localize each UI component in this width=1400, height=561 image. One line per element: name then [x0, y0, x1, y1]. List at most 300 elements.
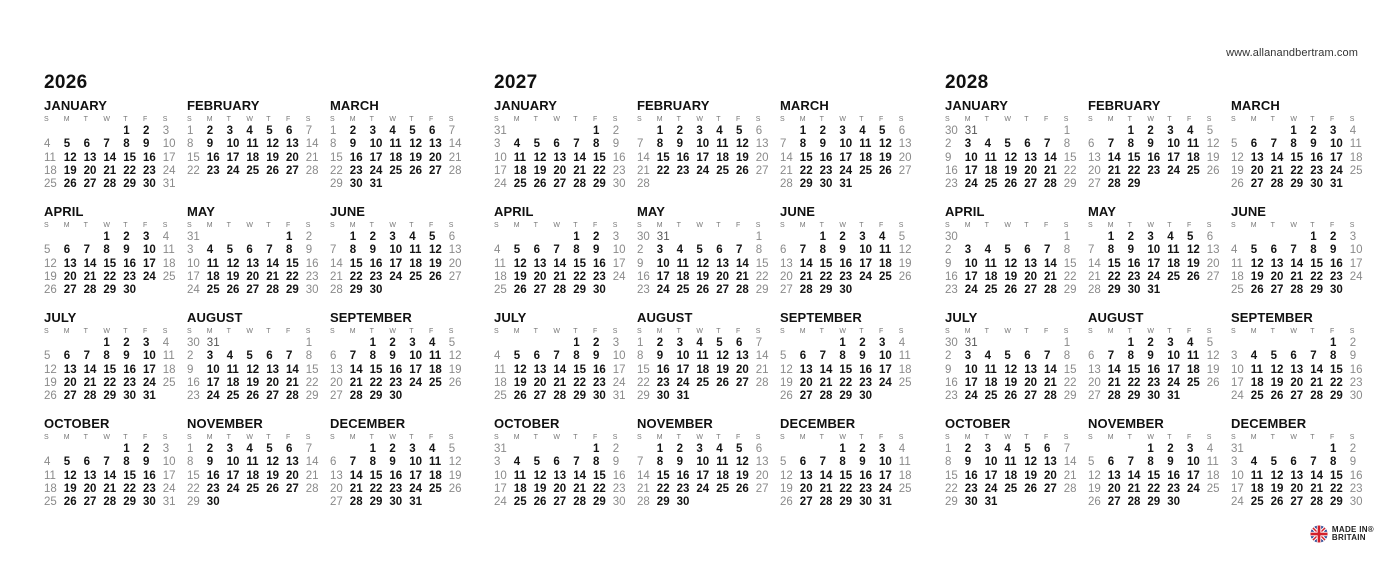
day-cell: 28 — [1088, 284, 1101, 297]
day-cell: 8 — [839, 456, 846, 469]
day-cell: 12 — [1206, 350, 1220, 363]
day-cell: 27 — [755, 164, 769, 177]
day-cell — [286, 337, 306, 350]
day-cell: 25 — [206, 284, 220, 297]
week-row — [44, 483, 187, 496]
day-cell: 17 — [964, 376, 978, 389]
month-july — [945, 310, 1088, 416]
day-cell: 12 — [44, 257, 57, 270]
day-cell: 31 — [1147, 284, 1161, 297]
weekday-header: T — [266, 434, 271, 441]
day-cell: 25 — [984, 178, 998, 191]
day-cell: 24 — [1167, 164, 1180, 177]
day-cell — [756, 390, 776, 403]
week-row — [637, 483, 780, 496]
day-cell: 31 — [142, 390, 156, 403]
week-row — [330, 152, 473, 165]
day-cell: 15 — [330, 151, 343, 164]
day-cell: 25 — [1231, 284, 1244, 297]
weekday-header: M — [799, 222, 806, 229]
day-cell: 29 — [637, 390, 650, 403]
day-cell — [494, 337, 514, 350]
day-cell: 15 — [349, 257, 363, 270]
week-row — [44, 443, 187, 456]
weekday-header-row — [945, 220, 1088, 231]
day-cell: 4 — [898, 337, 906, 349]
day-cell: 23 — [859, 482, 872, 495]
weekday-header: T — [859, 434, 864, 441]
day-cell: 14 — [637, 469, 650, 482]
day-cell: 26 — [716, 376, 729, 389]
day-cell: 13 — [898, 138, 912, 151]
day-cell: 16 — [612, 469, 626, 482]
weekday-header: F — [878, 116, 884, 123]
day-cell: 16 — [945, 376, 958, 389]
day-cell — [1044, 496, 1064, 509]
day-cell: 21 — [553, 270, 567, 283]
day-cell: 2 — [945, 244, 952, 257]
weekday-header: F — [1186, 116, 1192, 123]
day-cell: 29 — [592, 496, 606, 509]
day-cell: 15 — [103, 363, 117, 376]
week-row — [494, 244, 637, 257]
day-cell: 13 — [1024, 151, 1037, 164]
day-cell: 27 — [755, 482, 769, 495]
week-row — [1088, 271, 1231, 284]
month-name: FEBRUARY — [187, 98, 260, 113]
day-cell: 7 — [780, 138, 787, 151]
made-in-britain-badge — [1310, 525, 1374, 543]
day-cell: 22 — [1063, 270, 1077, 283]
weekday-header: F — [428, 116, 434, 123]
day-cell: 8 — [187, 456, 194, 469]
week-row — [1088, 284, 1231, 297]
month-june — [1231, 204, 1374, 310]
day-cell: 5 — [735, 125, 743, 137]
week-row — [187, 125, 330, 138]
day-cell: 2 — [1147, 125, 1154, 137]
day-cell: 20 — [799, 376, 813, 389]
day-cell: 16 — [1349, 469, 1363, 482]
day-cell: 23 — [676, 482, 690, 495]
weekday-header-row — [330, 114, 473, 125]
day-cell: 18 — [162, 257, 176, 270]
day-cell — [780, 125, 800, 138]
day-cell: 3 — [142, 337, 150, 349]
weekday-header: T — [1270, 222, 1275, 229]
week-row — [1088, 443, 1231, 456]
day-cell — [1271, 443, 1291, 456]
month-name: JUNE — [1231, 204, 1267, 219]
month-april — [494, 204, 637, 310]
day-cell: 13 — [780, 257, 793, 270]
weekday-header: T — [1270, 116, 1275, 123]
weekday-header: F — [285, 328, 291, 335]
day-cell: 10 — [1231, 363, 1244, 376]
day-cell: 15 — [592, 469, 606, 482]
day-cell — [163, 284, 183, 297]
day-cell: 31 — [612, 390, 626, 403]
day-cell: 29 — [369, 390, 383, 403]
week-row — [1231, 271, 1374, 284]
weekday-header: W — [839, 328, 846, 335]
day-cell: 2 — [612, 443, 620, 455]
day-cell: 20 — [1107, 482, 1121, 495]
day-cell: 9 — [369, 244, 376, 257]
day-cell — [1251, 337, 1271, 350]
day-cell: 1 — [819, 231, 826, 243]
day-cell: 4 — [1004, 443, 1011, 455]
day-cell: 22 — [1147, 482, 1161, 495]
day-cell: 21 — [1063, 469, 1077, 482]
day-cell — [859, 284, 879, 297]
week-row — [44, 337, 187, 350]
day-cell: 12 — [1004, 363, 1018, 376]
day-cell: 26 — [1270, 496, 1284, 509]
month-name: DECEMBER — [330, 416, 406, 431]
month-july — [44, 310, 187, 416]
day-cell: 24 — [494, 178, 507, 191]
day-cell: 20 — [1043, 469, 1057, 482]
day-cell — [409, 178, 429, 191]
weekday-header: T — [676, 434, 681, 441]
week-row — [780, 271, 923, 284]
day-cell — [84, 337, 104, 350]
day-cell: 26 — [266, 482, 279, 495]
weekday-header: S — [945, 434, 950, 441]
day-cell: 27 — [1290, 390, 1304, 403]
weekday-header: T — [369, 222, 374, 229]
weekday-header: M — [63, 328, 70, 335]
day-cell: 24 — [142, 376, 156, 389]
day-cell: 14 — [780, 151, 793, 164]
day-cell: 15 — [945, 469, 958, 482]
day-cell: 28 — [819, 496, 833, 509]
day-cell: 31 — [839, 178, 853, 191]
day-cell: 20 — [898, 151, 912, 164]
week-row — [1088, 258, 1231, 271]
day-cell: 15 — [1290, 151, 1304, 164]
month-august — [1088, 310, 1231, 416]
day-cell: 24 — [878, 482, 892, 495]
weekday-header: F — [1329, 116, 1335, 123]
weekday-header: T — [1024, 328, 1029, 335]
day-cell: 30 — [369, 284, 383, 297]
day-cell: 25 — [676, 284, 690, 297]
day-cell: 20 — [63, 376, 77, 389]
day-cell — [696, 231, 716, 244]
day-cell: 23 — [1147, 164, 1161, 177]
week-row — [494, 337, 637, 350]
day-cell: 16 — [142, 469, 156, 482]
day-cell: 7 — [819, 456, 826, 469]
day-cell: 5 — [533, 456, 540, 469]
day-cell: 1 — [1127, 125, 1134, 137]
day-cell: 4 — [1206, 443, 1214, 455]
day-cell — [389, 178, 409, 191]
week-row — [637, 125, 780, 138]
day-cell: 29 — [1147, 496, 1161, 509]
day-cell: 2 — [676, 125, 683, 137]
day-cell: 6 — [735, 337, 743, 349]
day-cell — [800, 337, 820, 350]
day-cell: 17 — [612, 363, 626, 376]
weekday-header: S — [755, 116, 761, 123]
weekday-header: S — [305, 116, 311, 123]
day-cell: 18 — [428, 363, 442, 376]
day-cell: 29 — [573, 284, 586, 297]
day-cell: 28 — [637, 178, 650, 191]
day-cell: 17 — [1167, 363, 1180, 376]
day-cell: 6 — [1024, 138, 1031, 151]
day-cell: 17 — [409, 363, 422, 376]
day-cell — [553, 443, 573, 456]
weekday-header: W — [553, 222, 560, 229]
day-cell: 9 — [206, 456, 214, 469]
day-cell — [103, 443, 123, 456]
day-cell: 9 — [945, 363, 952, 376]
day-cell: 10 — [859, 244, 872, 257]
day-cell: 26 — [780, 496, 793, 509]
day-cell: 15 — [369, 469, 383, 482]
weekday-header: S — [755, 328, 761, 335]
day-cell: 31 — [964, 337, 978, 349]
day-cell: 15 — [799, 151, 813, 164]
day-cell: 18 — [513, 482, 527, 495]
day-cell: 20 — [448, 257, 462, 270]
weekday-header: W — [103, 116, 110, 123]
week-row — [187, 470, 330, 483]
day-cell: 21 — [637, 482, 650, 495]
day-cell: 29 — [1063, 284, 1077, 297]
day-cell: 13 — [330, 469, 343, 482]
day-cell: 2 — [123, 337, 130, 349]
day-cell: 12 — [735, 138, 749, 151]
day-cell: 18 — [676, 270, 690, 283]
weekday-header: S — [637, 328, 642, 335]
day-cell: 26 — [696, 284, 710, 297]
day-cell — [1187, 496, 1207, 509]
day-cell: 19 — [1004, 164, 1018, 177]
day-cell: 6 — [780, 244, 787, 257]
day-cell: 1 — [592, 443, 600, 455]
day-cell: 11 — [206, 257, 219, 270]
day-cell: 24 — [1186, 482, 1200, 495]
day-cell: 20 — [330, 482, 343, 495]
weekday-header-row — [780, 114, 923, 125]
week-row — [44, 231, 187, 244]
day-cell: 10 — [1186, 456, 1200, 469]
weekday-header: S — [1206, 222, 1212, 229]
day-cell: 24 — [676, 376, 690, 389]
week-row — [330, 443, 473, 456]
day-cell — [736, 231, 756, 244]
week-row — [1088, 165, 1231, 178]
day-cell: 10 — [206, 363, 220, 376]
day-cell: 23 — [123, 270, 136, 283]
day-cell: 14 — [755, 350, 769, 363]
day-cell: 22 — [103, 270, 117, 283]
day-cell: 16 — [1147, 151, 1161, 164]
weekday-header: M — [1107, 116, 1114, 123]
day-cell — [1024, 125, 1044, 138]
week-row — [494, 390, 637, 403]
week-row — [780, 258, 923, 271]
day-cell: 16 — [206, 469, 220, 482]
weekday-header-row — [637, 114, 780, 125]
day-cell: 1 — [1147, 443, 1154, 455]
week-row — [637, 337, 780, 350]
day-cell — [716, 390, 736, 403]
weekday-header: S — [187, 328, 192, 335]
weekday-header: S — [780, 116, 785, 123]
week-row — [637, 443, 780, 456]
day-cell: 27 — [553, 496, 567, 509]
day-cell: 14 — [83, 363, 97, 376]
weekday-header: M — [206, 434, 213, 441]
weekday-header: M — [206, 328, 213, 335]
day-cell: 7 — [1063, 443, 1071, 455]
day-cell — [1207, 284, 1227, 297]
day-cell: 21 — [637, 164, 650, 177]
day-cell: 25 — [1206, 482, 1220, 495]
day-cell: 21 — [1290, 270, 1304, 283]
day-cell: 8 — [1063, 350, 1071, 363]
day-cell: 25 — [984, 390, 998, 403]
day-cell: 20 — [533, 376, 547, 389]
weekday-header: W — [1290, 116, 1297, 123]
day-cell: 31 — [964, 125, 978, 137]
day-cell: 20 — [1206, 257, 1220, 270]
week-row — [494, 377, 637, 390]
day-cell: 3 — [696, 125, 703, 137]
week-row — [44, 165, 187, 178]
day-cell: 20 — [1270, 270, 1284, 283]
week-row — [1231, 496, 1374, 509]
week-row — [1231, 364, 1374, 377]
day-cell: 11 — [859, 138, 872, 151]
day-cell: 4 — [44, 456, 51, 469]
day-cell: 28 — [1310, 496, 1323, 509]
day-cell — [246, 231, 266, 244]
day-cell: 9 — [305, 244, 313, 257]
day-cell: 21 — [755, 363, 769, 376]
day-cell: 25 — [409, 270, 422, 283]
month-name: SEPTEMBER — [330, 310, 412, 325]
month-name: MAY — [637, 204, 665, 219]
day-cell: 4 — [1349, 125, 1357, 137]
day-cell: 9 — [592, 350, 600, 363]
weekday-header: T — [1310, 222, 1315, 229]
day-cell: 1 — [1329, 337, 1337, 349]
weekday-header-row — [780, 326, 923, 337]
day-cell: 9 — [1310, 138, 1317, 151]
weekday-header: F — [735, 116, 741, 123]
day-cell: 14 — [83, 257, 97, 270]
weekday-header: S — [637, 116, 642, 123]
day-cell: 8 — [945, 456, 952, 469]
weekday-header: M — [349, 222, 356, 229]
day-cell: 28 — [755, 376, 769, 389]
day-cell: 29 — [1329, 496, 1343, 509]
day-cell — [266, 178, 286, 191]
week-row — [945, 350, 1088, 363]
day-cell: 9 — [1127, 244, 1134, 257]
day-cell: 4 — [1167, 231, 1174, 243]
day-cell: 10 — [162, 456, 176, 469]
week-row — [330, 284, 473, 297]
day-cell: 3 — [859, 231, 866, 243]
day-cell — [514, 337, 534, 350]
day-cell: 1 — [187, 125, 194, 137]
day-cell: 25 — [984, 284, 998, 297]
day-cell: 3 — [839, 125, 846, 137]
weekday-header: T — [266, 116, 271, 123]
day-cell: 15 — [187, 151, 200, 164]
weekday-header: T — [369, 434, 374, 441]
weekday-header: T — [1024, 222, 1029, 229]
day-cell — [553, 337, 573, 350]
day-cell: 31 — [187, 231, 200, 243]
week-row — [1088, 178, 1231, 191]
week-row — [637, 231, 780, 244]
weekday-header: F — [1186, 222, 1192, 229]
day-cell: 5 — [1004, 138, 1011, 151]
day-cell — [534, 443, 554, 456]
day-cell: 29 — [285, 284, 299, 297]
day-cell: 11 — [984, 257, 997, 270]
day-cell: 20 — [1024, 164, 1037, 177]
day-cell: 4 — [513, 456, 521, 469]
weekday-header: W — [696, 222, 703, 229]
day-cell: 23 — [305, 270, 319, 283]
day-cell: 17 — [656, 270, 670, 283]
month-name: OCTOBER — [494, 416, 560, 431]
day-cell: 18 — [1167, 257, 1180, 270]
year-title: 2027 — [494, 72, 538, 93]
day-cell — [64, 337, 84, 350]
day-cell: 19 — [266, 469, 279, 482]
day-cell: 28 — [735, 284, 749, 297]
day-cell: 17 — [494, 482, 507, 495]
day-cell: 7 — [349, 456, 357, 469]
day-cell: 3 — [162, 125, 170, 137]
day-cell — [246, 496, 266, 509]
day-cell: 2 — [859, 337, 866, 349]
day-cell: 2 — [1349, 337, 1357, 349]
weekday-header: T — [369, 116, 374, 123]
day-cell: 27 — [799, 390, 813, 403]
day-cell: 7 — [266, 244, 273, 257]
day-cell: 4 — [162, 337, 170, 349]
year-block-2028 — [945, 72, 1365, 517]
day-cell — [44, 337, 64, 350]
day-cell: 3 — [226, 443, 233, 455]
day-cell: 22 — [349, 270, 363, 283]
weekday-header: S — [637, 222, 642, 229]
day-cell: 27 — [1088, 178, 1101, 191]
day-cell: 2 — [349, 125, 357, 137]
day-cell: 5 — [716, 337, 723, 349]
day-cell: 19 — [1270, 482, 1284, 495]
day-cell — [780, 443, 800, 456]
day-cell: 16 — [612, 151, 626, 164]
day-cell — [696, 390, 716, 403]
day-cell: 3 — [494, 138, 501, 151]
weekday-header: T — [1167, 328, 1172, 335]
day-cell — [879, 284, 899, 297]
day-cell: 23 — [1127, 270, 1141, 283]
